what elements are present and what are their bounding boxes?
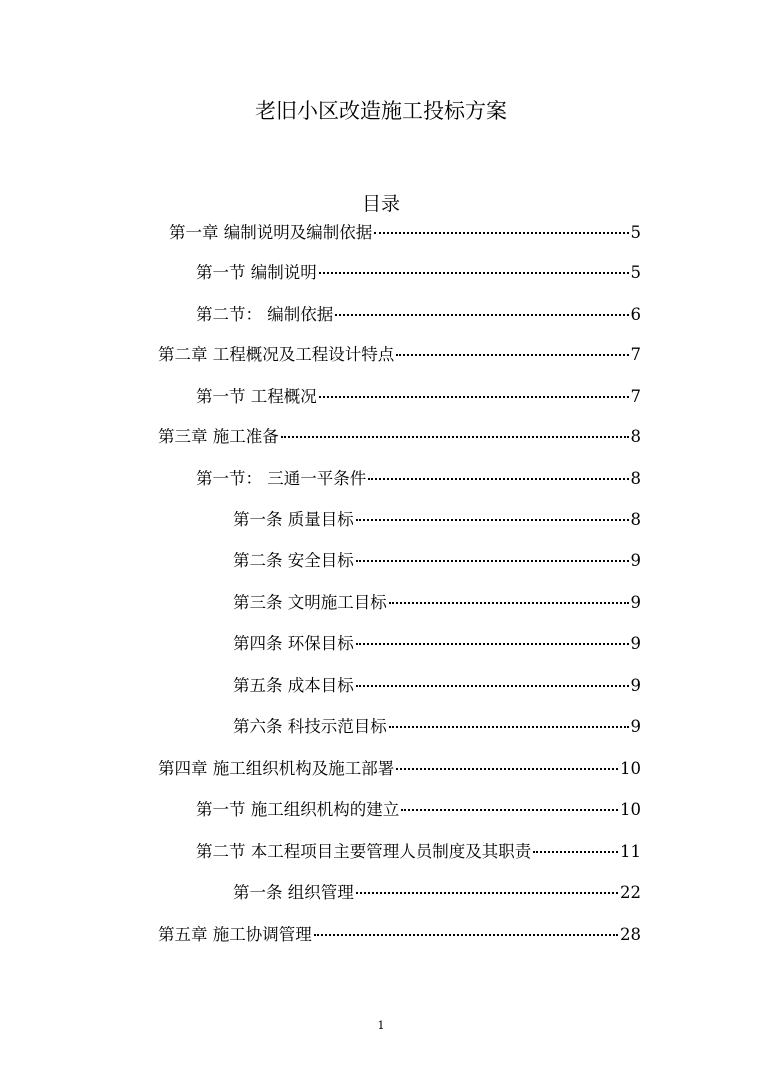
toc-entry-label: 第四章 施工组织机构及施工部署 bbox=[158, 759, 395, 778]
toc-dot-leader bbox=[356, 685, 629, 687]
toc-dot-leader bbox=[533, 851, 618, 853]
toc-dot-leader bbox=[319, 272, 629, 274]
toc-dot-leader bbox=[374, 232, 628, 234]
toc-entry-label: 第一章 编制说明及编制依据 bbox=[169, 223, 373, 242]
toc-dot-leader bbox=[389, 602, 629, 604]
toc-entry-article[interactable] bbox=[233, 672, 641, 700]
toc-dot-leader bbox=[356, 519, 629, 521]
toc-entry-label: 第二节 本工程项目主要管理人员制度及其职责 bbox=[196, 842, 532, 861]
toc-entry-section[interactable] bbox=[196, 796, 641, 824]
toc-dot-leader bbox=[356, 892, 618, 894]
toc-dot-leader bbox=[314, 934, 618, 936]
toc-heading: 目录 bbox=[361, 193, 400, 215]
toc-entry-chapter[interactable] bbox=[158, 341, 641, 369]
toc-dot-leader bbox=[396, 354, 628, 356]
toc-dot-leader bbox=[356, 643, 629, 645]
toc-entry-page: 10 bbox=[620, 800, 641, 819]
toc-entry-label: 第一节： 三通一平条件 bbox=[196, 469, 367, 488]
toc-entry-chapter[interactable] bbox=[158, 423, 641, 451]
toc-entry-article[interactable] bbox=[233, 879, 641, 907]
toc-entry-label: 第一条 组织管理 bbox=[233, 883, 354, 902]
toc-entry-section[interactable] bbox=[196, 465, 641, 493]
toc-entry-page: 22 bbox=[620, 883, 641, 902]
toc-entry-article[interactable] bbox=[233, 547, 641, 575]
toc-entry-chapter[interactable] bbox=[169, 219, 641, 247]
page-number: 1 bbox=[377, 1019, 385, 1032]
toc-entry-page: 8 bbox=[630, 427, 641, 446]
toc-entry-page: 9 bbox=[630, 676, 641, 695]
document-title: 老旧小区改造施工投标方案 bbox=[255, 99, 507, 123]
toc-entry-article[interactable] bbox=[233, 713, 641, 741]
toc-entry-label: 第一节 施工组织机构的建立 bbox=[196, 800, 400, 819]
toc-entry-page: 10 bbox=[620, 759, 641, 778]
toc-entry-label: 第三条 文明施工目标 bbox=[233, 593, 387, 612]
toc-entry-label: 第五章 施工协调管理 bbox=[158, 925, 312, 944]
toc-entry-page: 7 bbox=[630, 345, 641, 364]
toc-entry-label: 第二条 安全目标 bbox=[233, 551, 354, 570]
toc-entry-label: 第五条 成本目标 bbox=[233, 676, 354, 695]
toc-dot-leader bbox=[356, 560, 629, 562]
toc-dot-leader bbox=[396, 768, 618, 770]
toc-entry-chapter[interactable] bbox=[158, 921, 641, 949]
toc-entry-page: 8 bbox=[630, 469, 641, 488]
toc-entry-page: 6 bbox=[630, 305, 641, 324]
toc-entry-section[interactable] bbox=[196, 838, 641, 866]
toc-entry-chapter[interactable] bbox=[158, 755, 641, 783]
toc-entry-label: 第三章 施工准备 bbox=[158, 427, 279, 446]
toc-entry-page: 9 bbox=[630, 551, 641, 570]
toc-entry-label: 第二章 工程概况及工程设计特点 bbox=[158, 345, 395, 364]
toc-entry-article[interactable] bbox=[233, 630, 641, 658]
toc-entry-label: 第一节 编制说明 bbox=[196, 263, 317, 282]
toc-entry-label: 第四条 环保目标 bbox=[233, 634, 354, 653]
toc-entry-label: 第二节： 编制依据 bbox=[196, 305, 334, 324]
toc-entry-section[interactable] bbox=[196, 259, 641, 287]
toc-entry-section[interactable] bbox=[196, 383, 641, 411]
toc-entry-page: 11 bbox=[620, 842, 641, 861]
toc-entry-page: 8 bbox=[630, 510, 641, 529]
toc-entry-page: 9 bbox=[630, 593, 641, 612]
toc-entry-page: 7 bbox=[630, 387, 641, 406]
toc-entry-article[interactable] bbox=[233, 589, 641, 617]
toc-entry-label: 第一节 工程概况 bbox=[196, 387, 317, 406]
toc-entry-label: 第一条 质量目标 bbox=[233, 510, 354, 529]
toc-dot-leader bbox=[281, 436, 629, 438]
toc-entry-page: 9 bbox=[630, 717, 641, 736]
toc-entry-section[interactable] bbox=[196, 301, 641, 329]
toc-entry-page: 9 bbox=[630, 634, 641, 653]
toc-entry-page: 5 bbox=[630, 223, 641, 242]
toc-dot-leader bbox=[389, 726, 629, 728]
toc-entry-label: 第六条 科技示范目标 bbox=[233, 717, 387, 736]
toc-entry-page: 28 bbox=[620, 925, 641, 944]
toc-entry-article[interactable] bbox=[233, 506, 641, 534]
toc-entry-page: 5 bbox=[630, 263, 641, 282]
toc-dot-leader bbox=[368, 478, 628, 480]
toc-dot-leader bbox=[335, 314, 628, 316]
toc-dot-leader bbox=[319, 396, 629, 398]
toc-dot-leader bbox=[401, 809, 618, 811]
